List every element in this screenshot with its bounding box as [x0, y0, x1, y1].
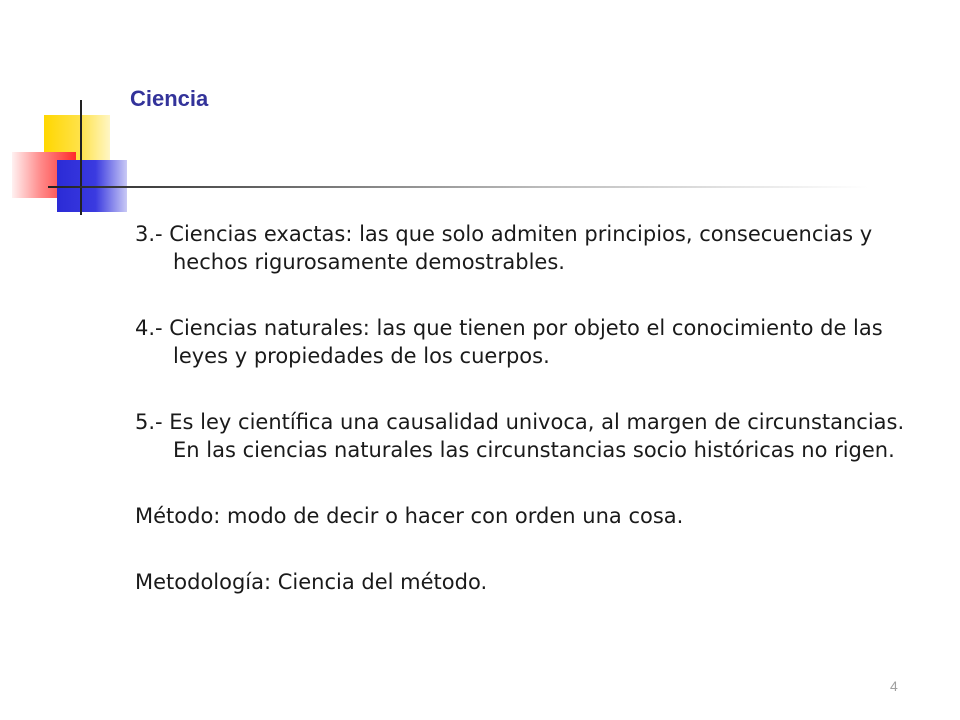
decorative-vertical-line	[80, 100, 82, 215]
title-underline	[48, 186, 868, 188]
paragraph-method: Método: modo de decir o hacer con orden una cosa.	[135, 504, 684, 528]
slide-body	[135, 220, 915, 634]
paragraph-scientific-law: 5.- Es ley científica una causalidad univoca, al margen de circunstancias. En las ciencias naturales las circunstancias socio históricas no rigen.	[135, 410, 905, 462]
paragraph-exact-sciences: 3.- Ciencias exactas: las que solo admiten principios, consecuencias y hechos rigurosamente demostrables.	[135, 222, 873, 274]
paragraph-methodology: Metodología: Ciencia del método.	[135, 570, 488, 594]
page-number: 4	[890, 678, 898, 694]
paragraph-natural-sciences: 4.- Ciencias naturales: las que tienen por objeto el conocimiento de las leyes y propiedades de los cuerpos.	[135, 316, 883, 368]
slide-title: Ciencia	[130, 86, 209, 111]
